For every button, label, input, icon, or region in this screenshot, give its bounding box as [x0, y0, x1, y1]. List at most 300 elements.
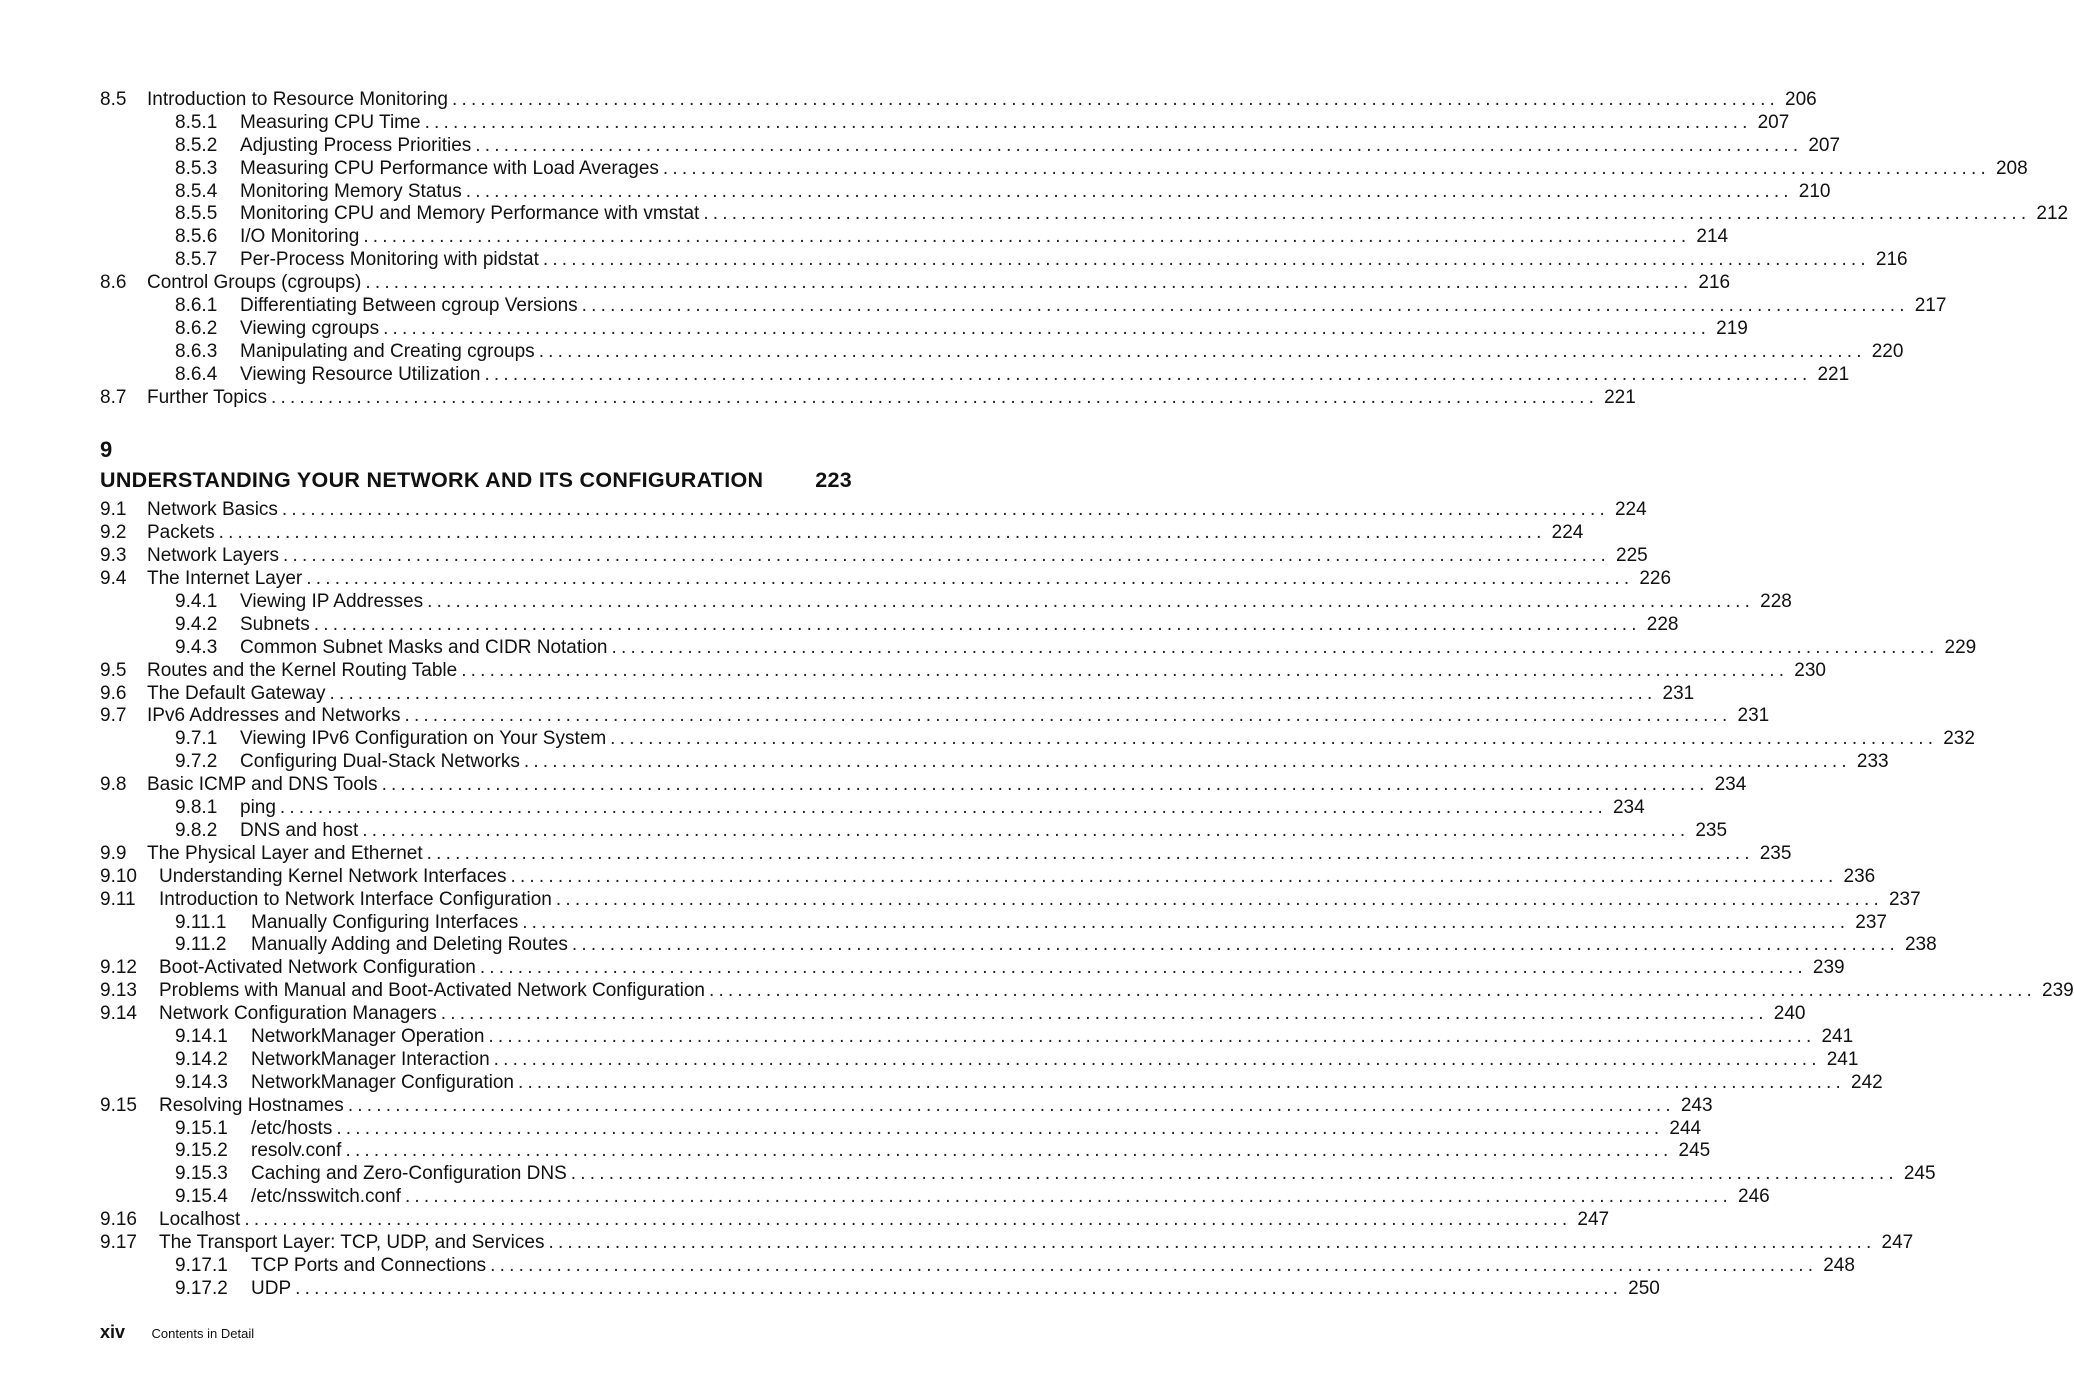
toc-entry-page: 207: [1757, 111, 1790, 133]
toc-entry[interactable]: [100, 797, 1645, 820]
toc-entry-number: 9.17: [100, 1231, 137, 1253]
toc-entry-number: 8.6.1: [175, 295, 218, 317]
toc-entry[interactable]: [100, 226, 1729, 249]
toc-entry-number: 8.6: [100, 272, 127, 294]
toc-entry[interactable]: [100, 682, 1695, 706]
toc-entry-number: 8.5: [100, 89, 127, 110]
toc-entry-number: 9.14.2: [175, 1048, 228, 1070]
toc-entry-number: 9.8.2: [175, 819, 218, 841]
toc-entry-title: /etc/nsswitch.conf: [251, 1186, 405, 1209]
toc-entry-page: 229: [1944, 636, 1977, 658]
toc-entry-page: 207: [1808, 134, 1841, 156]
toc-entry-number: 9.16: [100, 1209, 137, 1231]
toc-entry-title: Control Groups (cgroups): [147, 272, 365, 295]
toc-entry-page: 217: [1914, 295, 1947, 317]
toc-entry-title: Monitoring CPU and Memory Performance with vmstat: [240, 203, 703, 226]
toc-entry-body: [147, 682, 1695, 706]
toc-entry-title: Monitoring Memory Status: [240, 181, 466, 204]
toc-entry[interactable]: [100, 522, 1584, 545]
toc-entry-page: 220: [1871, 340, 1904, 362]
dot-leader: ............................................................................................................................................: [571, 934, 1899, 956]
toc-entry[interactable]: [100, 1048, 1859, 1072]
toc-entry-number: 9.14.3: [175, 1071, 228, 1093]
dot-leader: ............................................................................................................................................: [484, 363, 1812, 385]
dot-leader: ............................................................................................................................................: [538, 340, 1866, 362]
toc-entry[interactable]: [100, 180, 1831, 204]
dot-leader: ............................................................................................................................................: [381, 774, 1709, 796]
toc-entry[interactable]: [100, 203, 2069, 226]
toc-entry[interactable]: [100, 728, 1975, 751]
toc-entry-body: [240, 295, 1947, 318]
toc-entry-page: 234: [1714, 774, 1747, 796]
toc-entry-number: 9.17.1: [175, 1254, 228, 1276]
dot-leader: ............................................................................................................................................: [493, 1048, 1821, 1070]
toc-entry-page: 238: [1904, 934, 1937, 956]
toc-entry[interactable]: [100, 865, 1876, 889]
toc-entry-body: [240, 613, 1679, 637]
dot-leader: ............................................................................................................................................: [523, 751, 1851, 773]
toc-entry-page: 245: [1678, 1140, 1711, 1162]
toc-entry-title: /etc/hosts: [251, 1118, 336, 1141]
toc-entry[interactable]: [100, 249, 1908, 272]
toc-entry-number: 9.14.1: [175, 1025, 228, 1047]
toc-entry-page: 225: [1616, 545, 1648, 567]
toc-entry-page: 247: [1881, 1231, 1914, 1253]
toc-entry-body: [159, 1231, 1914, 1255]
chapter-heading: [100, 465, 852, 499]
toc-entry-title: Routes and the Kernel Routing Table: [147, 660, 461, 683]
toc-section-chapter-9: [100, 499, 2074, 1300]
toc-entry-title: NetworkManager Configuration: [251, 1072, 518, 1095]
dot-leader: ............................................................................................................................................: [362, 819, 1690, 841]
toc-entry-number: 9.4.2: [175, 613, 218, 635]
toc-entry-body: [251, 1186, 1770, 1209]
toc-entry-body: [251, 1048, 1859, 1072]
toc-entry-title: Basic ICMP and DNS Tools: [147, 774, 382, 797]
toc-section-chapter-8: [100, 89, 2069, 409]
toc-entry-title: Viewing IP Addresses: [240, 591, 427, 614]
toc-entry-title: Introduction to Network Interface Configuration: [159, 889, 556, 912]
toc-entry-body: [147, 545, 1648, 568]
toc-entry-number: 9.7.1: [175, 728, 218, 750]
toc-entry-title: Manually Adding and Deleting Routes: [251, 934, 572, 957]
toc-entry-body: [159, 865, 1876, 889]
dot-leader: ............................................................................................................................................: [424, 111, 1752, 133]
dot-leader: ............................................................................................................................................: [548, 1231, 1876, 1253]
toc-entry-number: 9.7.2: [175, 751, 218, 773]
toc-entry-title: NetworkManager Interaction: [251, 1049, 494, 1072]
toc-entry-body: [159, 957, 1845, 980]
toc-entry[interactable]: [100, 591, 1792, 614]
dot-leader: ............................................................................................................................................: [363, 226, 1691, 248]
toc-entry-page: 214: [1696, 226, 1729, 248]
toc-entry-title: IPv6 Addresses and Networks: [147, 705, 404, 728]
toc-entry-body: [159, 1003, 1806, 1026]
page-folio: xiv: [100, 1322, 126, 1342]
toc-entry-page: 216: [1875, 249, 1908, 271]
toc-entry-title: Localhost: [159, 1209, 244, 1232]
toc-entry[interactable]: [100, 157, 2028, 181]
dot-leader: ............................................................................................................................................: [244, 1209, 1572, 1231]
toc-entry[interactable]: [100, 705, 1770, 728]
toc-entry-title: The Default Gateway: [147, 683, 329, 706]
toc-entry-title: Understanding Kernel Network Interfaces: [159, 866, 510, 889]
toc-entry[interactable]: [100, 934, 1937, 957]
toc-entry-page: 216: [1698, 272, 1731, 294]
dot-leader: ............................................................................................................................................: [336, 1117, 1664, 1139]
dot-leader: ............................................................................................................................................: [703, 203, 2031, 225]
toc-entry-title: Further Topics: [147, 387, 271, 410]
toc-entry-number: 9.11: [100, 888, 136, 910]
toc-entry-body: [159, 1094, 1713, 1118]
toc-entry-title: NetworkManager Operation: [251, 1026, 488, 1049]
toc-entry-number: 9.17.2: [175, 1277, 228, 1299]
toc-entry[interactable]: [100, 386, 1636, 410]
toc-entry-number: 8.7: [100, 386, 127, 408]
toc-entry[interactable]: [100, 272, 1731, 295]
toc-entry-number: 8.5.4: [175, 180, 218, 202]
toc-entry-page: 248: [1823, 1254, 1855, 1276]
toc-entry[interactable]: [100, 499, 1647, 522]
dot-leader: ............................................................................................................................................: [404, 1186, 1732, 1208]
toc-entry[interactable]: [100, 888, 1921, 912]
toc-entry-title: Differentiating Between cgroup Versions: [240, 295, 582, 318]
toc-entry-page: 224: [1614, 499, 1647, 521]
toc-entry-body: [240, 180, 1831, 204]
toc-entry-body: [251, 1254, 1855, 1278]
toc-entry[interactable]: [100, 751, 1889, 774]
toc-entry-body: [159, 1209, 1610, 1232]
toc-entry[interactable]: [100, 636, 1977, 660]
toc-entry[interactable]: [100, 1254, 1855, 1278]
toc-entry-number: 8.6.4: [175, 363, 218, 385]
toc-entry-title: Packets: [147, 522, 219, 545]
dot-leader: ............................................................................................................................................: [488, 1025, 1816, 1047]
dot-leader: ............................................................................................................................................: [479, 957, 1807, 979]
toc-entry-number: 9.2: [100, 522, 127, 544]
toc-entry[interactable]: [100, 842, 1792, 866]
dot-leader: ............................................................................................................................................: [426, 842, 1754, 864]
toc-entry[interactable]: [100, 1003, 1806, 1026]
toc-entry-number: 9.13: [100, 980, 137, 1002]
dot-leader: ............................................................................................................................................: [610, 728, 1938, 750]
toc-entry-body: [147, 386, 1636, 410]
toc-entry[interactable]: [100, 659, 1826, 683]
toc-entry-number: 9.4.3: [175, 636, 218, 658]
toc-entry-body: [251, 911, 1887, 935]
toc-entry-number: 8.5.5: [175, 203, 218, 225]
toc-entry-number: 8.5.1: [175, 111, 218, 133]
toc-entry-title: Boot-Activated Network Configuration: [159, 957, 480, 980]
toc-entry-page: 235: [1695, 819, 1728, 841]
toc-entry-title: Configuring Dual-Stack Networks: [240, 751, 524, 774]
toc-entry-body: [240, 226, 1729, 249]
dot-leader: ............................................................................................................................................: [490, 1254, 1818, 1276]
toc-entry[interactable]: [100, 545, 1648, 568]
dot-leader: ............................................................................................................................................: [570, 1163, 1898, 1185]
dot-leader: ............................................................................................................................................: [313, 613, 1641, 635]
toc-entry-title: Manually Configuring Interfaces: [251, 912, 522, 935]
toc-entry[interactable]: [100, 1209, 1610, 1232]
toc-entry-title: Network Basics: [147, 499, 282, 522]
dot-leader: ............................................................................................................................................: [709, 980, 2037, 1002]
dot-leader: ............................................................................................................................................: [555, 888, 1883, 910]
toc-entry[interactable]: [100, 363, 1850, 387]
toc-entry-title: Caching and Zero-Configuration DNS: [251, 1163, 571, 1186]
toc-entry-title: Per-Process Monitoring with pidstat: [240, 249, 543, 272]
chapter-page-number: 223: [815, 468, 852, 493]
toc-entry-number: 9.7: [100, 705, 127, 727]
toc-entry-body: [251, 1117, 1702, 1141]
page-footer: [100, 1320, 254, 1344]
toc-entry-number: 8.5.2: [175, 134, 218, 156]
running-head: Contents in Detail: [151, 1326, 255, 1341]
toc-entry-body: [147, 842, 1792, 866]
toc-entry-page: 247: [1577, 1209, 1610, 1231]
toc-entry-title: Network Configuration Managers: [159, 1003, 441, 1026]
toc-entry-number: 8.5.3: [175, 157, 218, 179]
toc-entry-body: [240, 317, 1748, 341]
toc-entry-page: 241: [1821, 1025, 1854, 1047]
toc-entry-page: 250: [1628, 1277, 1660, 1299]
toc-entry-page: 242: [1851, 1071, 1883, 1093]
toc-entry-number: 9.3: [100, 545, 127, 567]
toc-entry[interactable]: [100, 1231, 1914, 1255]
toc-entry-title: Manipulating and Creating cgroups: [240, 341, 539, 364]
toc-entry-title: Problems with Manual and Boot-Activated Network Configuration: [159, 980, 709, 1003]
toc-entry-body: [159, 888, 1921, 912]
toc-entry-number: 9.1: [100, 499, 127, 521]
toc-entry-page: 224: [1551, 522, 1584, 544]
toc-entry-page: 231: [1737, 705, 1770, 727]
toc-entry-number: 9.9: [100, 842, 127, 864]
toc-entry-body: [251, 1163, 1936, 1186]
toc-entry-title: Measuring CPU Time: [240, 112, 425, 135]
dot-leader: ............................................................................................................................................: [662, 157, 1990, 179]
toc-entry-page: 230: [1794, 659, 1826, 681]
toc-entry-number: 9.10: [100, 865, 137, 887]
toc-entry-title: Introduction to Resource Monitoring: [147, 89, 452, 112]
dot-leader: ............................................................................................................................................: [279, 797, 1607, 819]
toc-entry-body: [147, 272, 1731, 295]
dot-leader: ............................................................................................................................................: [345, 1140, 1673, 1162]
toc-entry-page: 241: [1826, 1048, 1859, 1070]
dot-leader: ............................................................................................................................................: [404, 705, 1732, 727]
toc-entry-title: Subnets: [240, 614, 314, 637]
toc-entry-page: 210: [1798, 180, 1831, 202]
toc-entry[interactable]: [100, 1025, 1854, 1049]
toc-entry-body: [147, 499, 1647, 522]
toc-entry-number: 9.15.3: [175, 1163, 228, 1185]
toc-entry-body: [240, 340, 1904, 364]
toc-entry-number: 9.15.1: [175, 1117, 228, 1139]
dot-leader: ............................................................................................................................................: [517, 1071, 1846, 1093]
toc-entry-page: 233: [1856, 751, 1889, 773]
toc-entry-page: 236: [1843, 865, 1876, 887]
toc-entry-title: The Transport Layer: TCP, UDP, and Services: [159, 1232, 548, 1255]
toc-entry-title: Common Subnet Masks and CIDR Notation: [240, 637, 612, 660]
toc-entry-number: 9.11.1: [175, 911, 227, 933]
dot-leader: ............................................................................................................................................: [465, 180, 1793, 202]
toc-entry[interactable]: [100, 89, 1817, 112]
toc-entry-page: 237: [1888, 888, 1921, 910]
toc-entry-body: [147, 89, 1817, 112]
toc-entry-body: [240, 249, 1908, 272]
toc-entry[interactable]: [100, 134, 1841, 158]
toc-entry-page: 212: [2036, 203, 2069, 225]
toc-entry-body: [251, 1025, 1854, 1049]
toc-entry-title: The Internet Layer: [147, 568, 306, 591]
toc-entry-number: 9.5: [100, 659, 127, 681]
toc-entry-title: DNS and host: [240, 820, 362, 843]
toc-entry-title: Resolving Hostnames: [159, 1095, 348, 1118]
toc-entry-page: 231: [1662, 682, 1695, 704]
toc-entry[interactable]: [100, 1277, 1660, 1301]
toc-entry[interactable]: [100, 613, 1679, 637]
toc-entry-body: [240, 134, 1841, 158]
toc-entry-body: [147, 522, 1584, 545]
toc-entry-title: Viewing cgroups: [240, 318, 383, 341]
toc-entry-number: 8.6.2: [175, 317, 218, 339]
toc-entry-page: 235: [1759, 842, 1792, 864]
toc-entry-page: 232: [1943, 728, 1975, 750]
toc-entry[interactable]: [100, 1094, 1713, 1118]
dot-leader: ............................................................................................................................................: [427, 591, 1755, 613]
toc-entry-body: [240, 157, 2028, 181]
toc-entry-page: 245: [1903, 1163, 1936, 1185]
toc-entry-title: ping: [240, 797, 280, 820]
toc-entry-body: [251, 1071, 1883, 1095]
toc-entry-title: I/O Monitoring: [240, 226, 363, 249]
toc-entry-body: [240, 591, 1792, 614]
chapter-title: UNDERSTANDING YOUR NETWORK AND ITS CONFIGURATION: [100, 468, 764, 493]
dot-leader: ............................................................................................................................................: [281, 499, 1609, 521]
dot-leader: ............................................................................................................................................: [542, 249, 1870, 271]
toc-entry-title: Measuring CPU Performance with Load Averages: [240, 158, 663, 181]
toc-entry-number: 9.4: [100, 568, 127, 590]
chapter-number: 9: [100, 437, 113, 463]
toc-entry[interactable]: [100, 911, 1887, 935]
toc-entry-page: 226: [1639, 568, 1672, 590]
toc-entry-number: 9.6: [100, 682, 127, 704]
toc-entry[interactable]: [100, 1117, 1702, 1141]
dot-leader: ............................................................................................................................................: [365, 272, 1693, 294]
toc-entry-page: 228: [1760, 591, 1792, 613]
toc-entry[interactable]: [100, 111, 1790, 135]
toc-entry-body: [147, 705, 1770, 728]
toc-entry-page: 221: [1817, 363, 1850, 385]
toc-entry[interactable]: [100, 1071, 1883, 1095]
dot-leader: ............................................................................................................................................: [347, 1094, 1675, 1116]
toc-entry-body: [147, 568, 1672, 591]
toc-entry[interactable]: [100, 340, 1904, 364]
dot-leader: ............................................................................................................................................: [581, 295, 1909, 317]
toc-entry-number: 8.6.3: [175, 340, 218, 362]
toc-entry-body: [240, 363, 1850, 387]
dot-leader: ............................................................................................................................................: [461, 659, 1789, 681]
toc-entry[interactable]: [100, 317, 1748, 341]
toc-entry-title: TCP Ports and Connections: [251, 1255, 490, 1278]
toc-entry-number: 8.5.7: [175, 249, 218, 271]
toc-entry-page: 244: [1669, 1117, 1702, 1139]
toc-entry[interactable]: [100, 819, 1728, 843]
dot-leader: ............................................................................................................................................: [306, 568, 1634, 590]
dot-leader: ............................................................................................................................................: [611, 636, 1939, 658]
toc-entry[interactable]: [100, 1163, 1936, 1186]
toc-entry-number: 9.8: [100, 774, 127, 796]
toc-entry[interactable]: [100, 1140, 1711, 1163]
toc-entry-page: 239: [2042, 980, 2074, 1002]
toc-entry-page: 221: [1604, 386, 1636, 408]
toc-entry-title: UDP: [251, 1278, 295, 1301]
toc-entry-number: 9.15: [100, 1094, 137, 1116]
toc-entry[interactable]: [100, 568, 1672, 591]
toc-entry-body: [240, 111, 1790, 135]
toc-entry-body: [159, 980, 2074, 1003]
toc-entry-body: [251, 934, 1937, 957]
toc-entry-page: 243: [1680, 1094, 1713, 1116]
toc-entry[interactable]: [100, 774, 1747, 797]
toc-entry-body: [240, 819, 1728, 843]
toc-entry[interactable]: [100, 957, 1845, 980]
dot-leader: ............................................................................................................................................: [510, 865, 1838, 887]
toc-entry-number: 9.8.1: [175, 797, 218, 819]
toc-entry-body: [240, 203, 2069, 226]
toc-entry-title: Viewing Resource Utilization: [240, 364, 484, 387]
dot-leader: ............................................................................................................................................: [452, 89, 1780, 110]
toc-entry-title: The Physical Layer and Ethernet: [147, 843, 427, 866]
toc-entry-body: [240, 728, 1975, 751]
toc-entry-page: 240: [1773, 1003, 1806, 1025]
toc-entry-title: resolv.conf: [251, 1140, 345, 1163]
toc-entry[interactable]: [100, 295, 1947, 318]
toc-entry-page: 234: [1612, 797, 1645, 819]
dot-leader: ............................................................................................................................................: [475, 134, 1803, 156]
toc-entry-number: 9.12: [100, 957, 137, 979]
dot-leader: ............................................................................................................................................: [522, 911, 1850, 933]
toc-entry-body: [147, 774, 1747, 797]
toc-entry-page: 246: [1738, 1186, 1770, 1208]
dot-leader: ............................................................................................................................................: [283, 545, 1611, 567]
toc-entry-body: [240, 797, 1645, 820]
toc-entry[interactable]: [100, 1186, 1770, 1209]
toc-entry-body: [147, 659, 1826, 683]
toc-entry-title: Network Layers: [147, 545, 283, 568]
toc-entry-body: [240, 751, 1889, 774]
toc-entry-title: Adjusting Process Priorities: [240, 135, 475, 158]
dot-leader: ............................................................................................................................................: [218, 522, 1546, 544]
toc-entry-body: [251, 1277, 1660, 1301]
toc-entry-number: 9.15.2: [175, 1140, 228, 1162]
toc-entry-body: [251, 1140, 1711, 1163]
toc-entry-number: 9.4.1: [175, 591, 218, 613]
toc-entry-body: [240, 636, 1977, 660]
table-of-contents: [100, 89, 2074, 1301]
toc-entry-page: 206: [1785, 89, 1817, 110]
toc-entry-number: 9.15.4: [175, 1186, 228, 1208]
dot-leader: ............................................................................................................................................: [295, 1277, 1623, 1299]
toc-entry-page: 228: [1646, 613, 1679, 635]
toc-entry-page: 219: [1716, 317, 1748, 339]
section-gap: [100, 409, 852, 435]
toc-entry-number: 9.11.2: [175, 934, 227, 956]
dot-leader: ............................................................................................................................................: [329, 682, 1657, 704]
toc-entry-number: 9.14: [100, 1003, 137, 1025]
toc-entry-number: 8.5.6: [175, 226, 218, 248]
toc-entry-page: 239: [1812, 957, 1845, 979]
toc-entry[interactable]: [100, 980, 2074, 1003]
dot-leader: ............................................................................................................................................: [383, 317, 1711, 339]
